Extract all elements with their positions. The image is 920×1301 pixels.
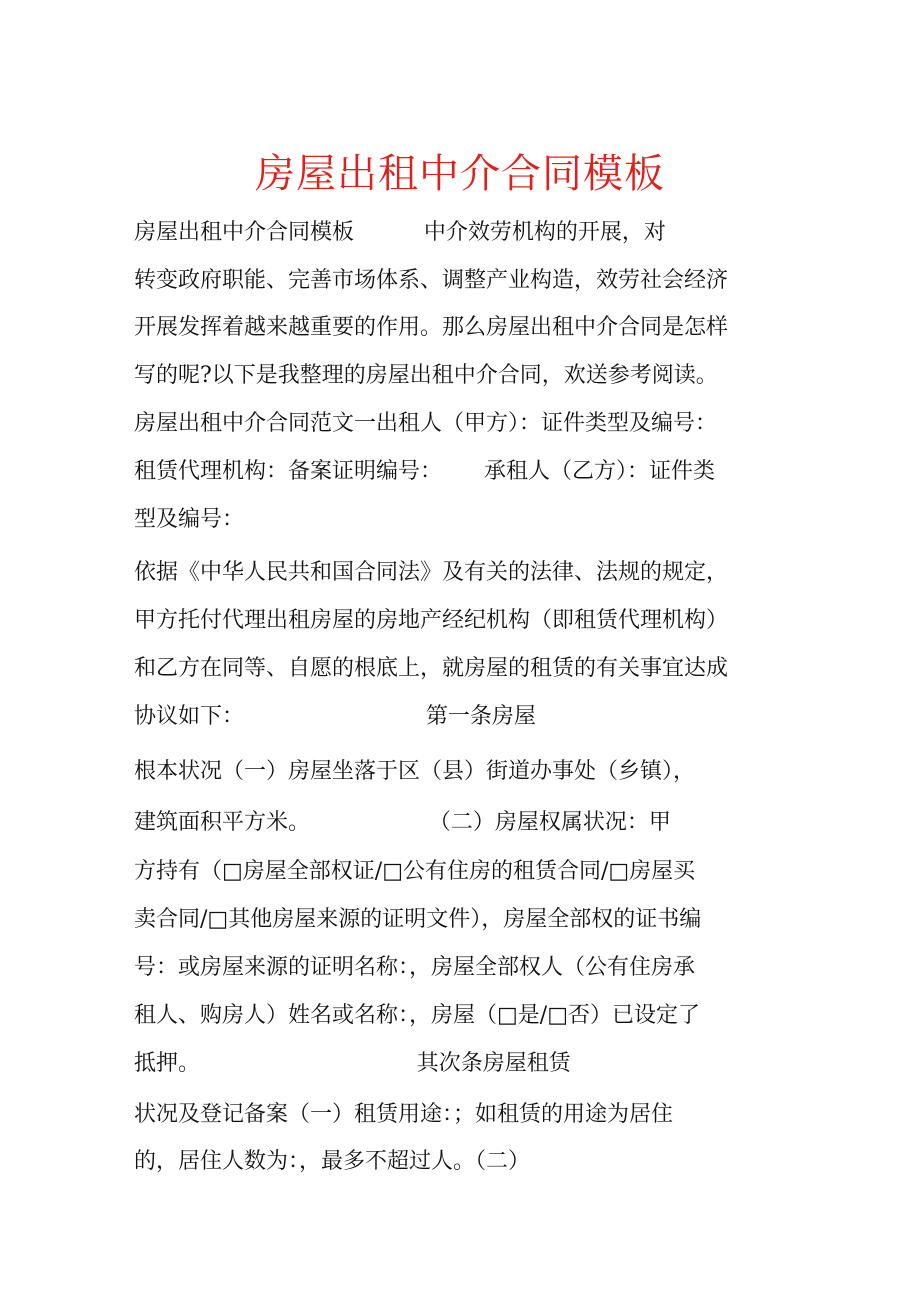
body-line-10: 和乙方在同等、自愿的根底上，就房屋的租赁的有关事宜达成 <box>134 656 729 681</box>
body-line-17: 租人、购房人）姓名或名称：，房屋（□是/□否）已设定了 <box>134 1003 700 1028</box>
body-line-4: 写的呢?以下是我整理的房屋出租中介合同，欢送参考阅读。 <box>134 363 718 388</box>
body-line-5: 房屋出租中介合同范文一出租人（甲方）：证件类型及编号： <box>134 411 718 436</box>
body-line-2: 转变政府职能、完善市场体系、调整产业构造，效劳社会经济 <box>134 268 729 293</box>
body-line-16: 号：或房屋来源的证明名称：，房屋全部权人（公有住房承 <box>134 955 696 980</box>
body-line-18: 抵押。 其次条房屋租赁 <box>134 1051 571 1076</box>
body-line-15: 卖合同/□其他房屋来源的证明文件），房屋全部权的证书编 <box>134 907 702 932</box>
body-line-8: 依据《中华人民共和国合同法》及有关的法律、法规的规定， <box>134 560 729 585</box>
body-line-1: 房屋出租中介合同模板 中介效劳机构的开展，对 <box>134 220 666 245</box>
body-line-7: 型及编号： <box>134 507 245 532</box>
body-line-14: 方持有（□房屋全部权证/□公有住房的租赁合同/□房屋买 <box>134 859 696 884</box>
body-line-6: 租赁代理机构：备案证明编号： 承租人（乙方）：证件类 <box>134 459 715 484</box>
body-line-3: 开展发挥着越来越重要的作用。那么房屋出租中介合同是怎样 <box>134 315 729 340</box>
body-line-20: 的，居住人数为：，最多不超过人。（二） <box>134 1149 531 1174</box>
body-line-9: 甲方托付代理出租房屋的房地产经纪机构（即租赁代理机构） <box>134 608 729 633</box>
body-line-12: 根本状况（一）房屋坐落于区（县）街道办事处（乡镇）， <box>134 759 696 784</box>
body-line-13: 建筑面积平方米。 （二）房屋权属状况：甲 <box>134 810 671 835</box>
body-line-19: 状况及登记备案（一）租赁用途：；如租赁的用途为居住 <box>134 1102 674 1127</box>
document-title: 房屋出租中介合同模板 <box>255 151 665 197</box>
body-line-11: 协议如下： 第一条房屋 <box>134 704 536 729</box>
